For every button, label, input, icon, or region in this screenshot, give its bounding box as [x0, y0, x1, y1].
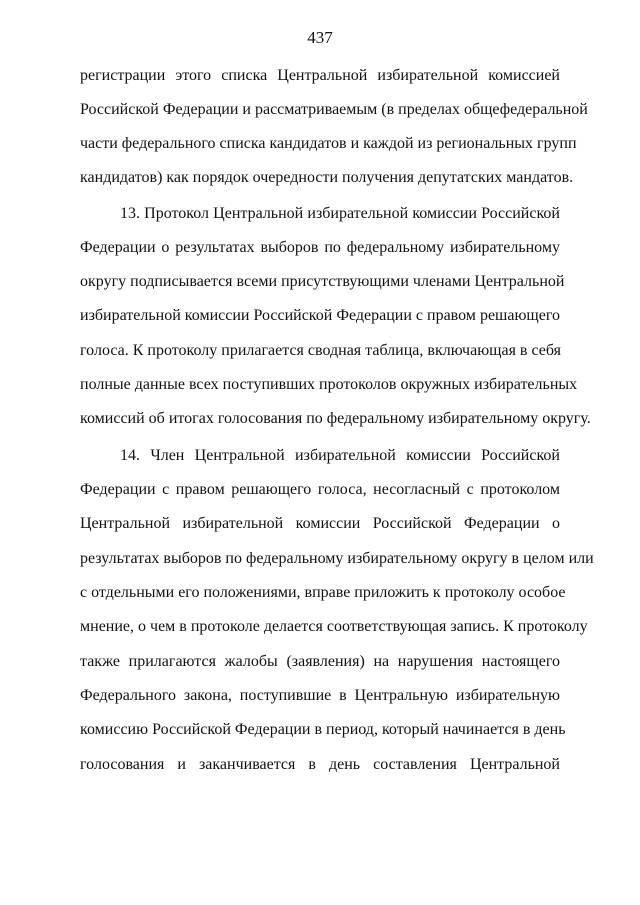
paragraph-3-line-4: результатах выборов по федеральному избирательному округу в целом или [80, 550, 594, 567]
paragraph-3-line-8: Федерального закона, поступившие в Центральную избирательную [80, 687, 560, 704]
paragraph-2-line-4: избирательной комиссии Российской Федерации с правом решающего [80, 307, 560, 324]
paragraph-1-line-4: кандидатов) как порядок очередности получения депутатских мандатов. [80, 169, 574, 186]
paragraph-2-line-6: полные данные всех поступивших протоколов окружных избирательных [80, 376, 578, 393]
page-number: 437 [307, 28, 333, 47]
paragraph-3-line-9: комиссию Российской Федерации в период, который начинается в день [80, 721, 566, 738]
paragraph-2-line-5: голоса. К протоколу прилагается сводная таблица, включающая в себя [80, 342, 561, 359]
paragraph-3-line-1: 14. Член Центральной избирательной комиссии Российской [120, 447, 560, 464]
paragraph-2-line-1: 13. Протокол Центральной избирательной комиссии Российской [120, 205, 560, 222]
paragraph-1-line-1: регистрации этого списка Центральной избирательной комиссией [80, 67, 560, 84]
paragraph-2-line-3: округу подписывается всеми присутствующими членами Центральной [80, 273, 565, 290]
paragraph-2-line-2: Федерации о результатах выборов по федеральному избирательному [80, 239, 560, 256]
paragraph-3-line-5: с отдельными его положениями, вправе приложить к протоколу особое [80, 584, 566, 601]
paragraph-2-line-7: комиссий об итогах голосования по федеральному избирательному округу. [80, 410, 591, 427]
paragraph-3-line-7: также прилагаются жалобы (заявления) на нарушения настоящего [80, 653, 560, 670]
paragraph-3-line-2: Федерации с правом решающего голоса, несогласный с протоколом [80, 481, 560, 498]
paragraph-3-line-6: мнение, о чем в протоколе делается соответствующая запись. К протоколу [80, 618, 588, 635]
paragraph-1-line-3: части федерального списка кандидатов и каждой из региональных групп [80, 135, 577, 152]
paragraph-1-line-2: Российской Федерации и рассматриваемым (в пределах общефедеральной [80, 101, 588, 118]
paragraph-3-line-3: Центральной избирательной комиссии Российской Федерации о [80, 515, 560, 532]
paragraph-3-line-10: голосования и заканчивается в день составления Центральной [80, 756, 560, 773]
